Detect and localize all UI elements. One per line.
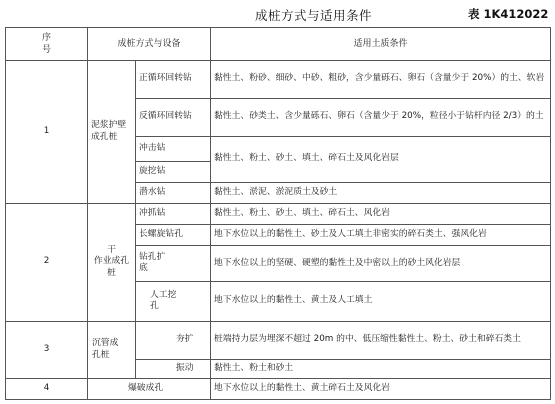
- group4-soil: 地下水位以上的黏性土、黄土碎石土及风化岩: [211, 378, 551, 399]
- group3-soil-1: 桩端持力层为埋深不超过 20m 的中、低压缩性黏性土、粉土、砂土和碎石类土: [211, 321, 551, 359]
- group2-method: [88, 203, 136, 321]
- group2-equip-1: 冲抓钻: [136, 203, 211, 224]
- group3-equip-1: 夯扩: [136, 321, 211, 359]
- group1-method: [88, 60, 136, 203]
- group2-equip-4-line2: 孔: [150, 301, 159, 312]
- group1-equip-3: 冲击钻: [136, 136, 211, 161]
- group1-soil-1: 黏性土、粉砂、细砂、中砂、粗砂，含少量砾石、卵石（含量少于 20%）的土、软岩: [211, 60, 551, 98]
- group1-equip-1: 正循环回转钻: [136, 60, 211, 98]
- group2-equip-3-line2: 底: [139, 263, 148, 274]
- table-header-row: [6, 28, 551, 61]
- group2-equip-4: [136, 281, 211, 321]
- group2-equip-3: [136, 246, 211, 282]
- group2-equip-4-line1: 人工挖: [150, 289, 177, 300]
- table-row: [6, 60, 551, 98]
- group4-seq: 4: [6, 378, 88, 399]
- group2-method-line2: 作业成孔: [93, 256, 130, 267]
- group3-equip-2: 振动: [136, 359, 211, 378]
- group3-method-line2: 孔桩: [92, 349, 110, 360]
- col-header-soil: 适用土质条件: [211, 28, 551, 61]
- group1-soil-2: 黏性土、砂类土、含少量砾石、卵石（含量少于 20%，粒径小于钻杆内径 2/3）的土: [211, 98, 551, 136]
- table-row: [6, 203, 551, 224]
- group1-equip-5: 潜水钻: [136, 182, 211, 203]
- table-row: [6, 321, 551, 359]
- group4-method: 爆破成孔: [88, 378, 211, 399]
- group2-soil-1: 黏性土、粉土、砂土、填土、碎石土、风化岩: [211, 203, 551, 224]
- group1-method-line2: 成孔桩: [91, 131, 118, 142]
- group2-soil-2: 地下水位以上的黏性土、砂土及人工填土非密实的碎石类土、强风化岩: [211, 225, 551, 246]
- group1-equip-4: 旋挖钻: [136, 161, 211, 182]
- table-row: [6, 378, 551, 399]
- group2-soil-4: 地下水位以上的黏性土、黄土及人工填土: [211, 281, 551, 321]
- group2-equip-2: 长螺旋钻孔: [136, 225, 211, 246]
- col-header-seq-line1: 序: [41, 32, 51, 43]
- col-header-seq-line2: 号: [41, 44, 51, 55]
- group1-soil-5: 黏性土、淤泥、淤泥质土及砂土: [211, 182, 551, 203]
- group2-seq: 2: [6, 203, 88, 321]
- group2-method-line3: 桩: [107, 268, 116, 279]
- group3-seq: 3: [6, 321, 88, 378]
- table-title: 成桩方式与适用条件: [255, 8, 373, 23]
- pile-conditions-table: [5, 27, 551, 400]
- group1-method-line1: 泥浆护壁: [91, 119, 127, 130]
- group2-soil-3: 地下水位以上的坚硬、硬塑的黏性土及中密以上的砂土风化岩层: [211, 246, 551, 282]
- group3-method-line1: 沉管成: [92, 338, 119, 348]
- group2-method-line1: 干: [107, 244, 116, 255]
- group2-equip-3-line1: 钻孔扩: [139, 251, 166, 262]
- group1-seq: 1: [6, 60, 88, 203]
- col-header-method: 成桩方式与设备: [88, 28, 211, 61]
- group3-soil-2: 黏性土、粉土和砂土: [211, 359, 551, 378]
- group1-soil-34: 黏性土、粉土、砂土、填土、碎石土及风化岩层: [211, 136, 551, 182]
- table-code: 表 1K412022: [468, 7, 549, 21]
- group3-method: [88, 321, 136, 378]
- group1-equip-2: 反循环回转钻: [136, 98, 211, 136]
- col-header-seq: [6, 28, 88, 61]
